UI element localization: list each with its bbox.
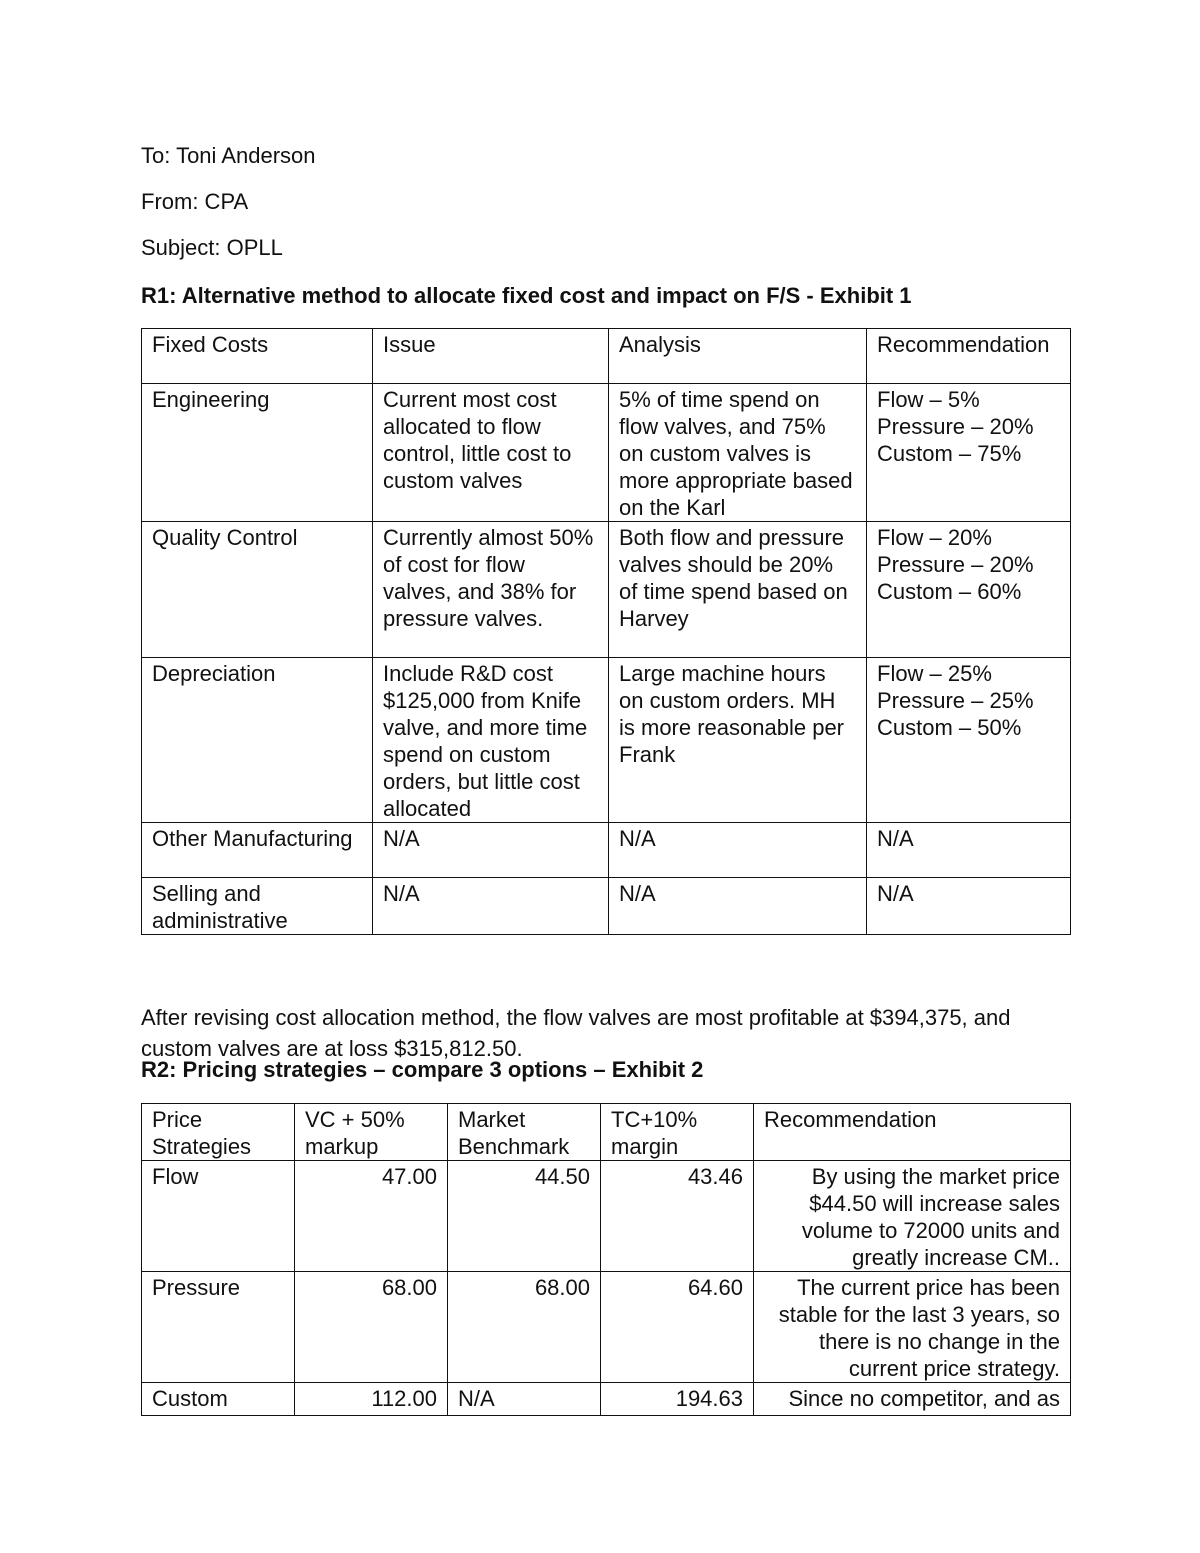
analysis-cell: N/A <box>609 878 867 935</box>
recommendation-line: Pressure – 20% <box>877 552 1034 577</box>
recommendation-cell: The current price has been stable for the last 3 years, so there is no change in the current price strategy. <box>754 1272 1071 1383</box>
recommendation-line: Pressure – 20% <box>877 414 1034 439</box>
recommendation-line: N/A <box>877 881 914 906</box>
fixed-cost-allocation-table <box>141 328 1071 935</box>
table-row <box>142 878 1071 935</box>
memo-from: From: CPA <box>141 189 249 214</box>
table-header-row <box>142 1104 1071 1161</box>
cost-cell: Depreciation <box>142 658 373 823</box>
header-cell: Recommendation <box>754 1104 1071 1161</box>
issue-cell: Currently almost 50% of cost for flow valves, and 38% for pressure valves. <box>373 522 609 658</box>
cost-cell: Engineering <box>142 384 373 522</box>
recommendation-cell <box>867 522 1071 658</box>
market-benchmark-cell: 68.00 <box>448 1272 601 1383</box>
memo-to: To: Toni Anderson <box>141 143 316 168</box>
tc-margin-cell: 43.46 <box>601 1161 754 1272</box>
analysis-cell: Large machine hours on custom orders. MH is more reasonable per Frank <box>609 658 867 823</box>
table-row <box>142 522 1071 658</box>
cost-cell: Other Manufacturing <box>142 823 373 878</box>
vc-markup-cell: 112.00 <box>295 1383 448 1416</box>
table-row <box>142 1161 1071 1272</box>
issue-cell: N/A <box>373 823 609 878</box>
recommendation-line: Flow – 25% <box>877 661 992 686</box>
recommendation-line: Custom – 75% <box>877 441 1022 466</box>
table-header-row <box>142 329 1071 384</box>
recommendation-line: Pressure – 25% <box>877 688 1034 713</box>
product-cell: Flow <box>142 1161 295 1272</box>
header-cell: Fixed Costs <box>142 329 373 384</box>
recommendation-cell <box>867 878 1071 935</box>
r2-heading: R2: Pricing strategies – compare 3 options – Exhibit 2 <box>141 1057 704 1082</box>
header-cell: Recommendation <box>867 329 1071 384</box>
analysis-cell: Both flow and pressure valves should be 20% of time spend based on Harvey <box>609 522 867 658</box>
recommendation-cell <box>867 823 1071 878</box>
market-benchmark-cell: N/A <box>448 1383 601 1416</box>
vc-markup-cell: 47.00 <box>295 1161 448 1272</box>
allocation-summary: After revising cost allocation method, the flow valves are most profitable at $394,375, and custom valves are at loss $315,812.50. <box>141 1005 1011 1061</box>
issue-cell: Include R&D cost $125,000 from Knife valve, and more time spend on custom orders, but little cost allocated <box>373 658 609 823</box>
tc-margin-cell: 64.60 <box>601 1272 754 1383</box>
analysis-cell: 5% of time spend on flow valves, and 75% on custom valves is more appropriate based on the Karl <box>609 384 867 522</box>
issue-cell: Current most cost allocated to flow control, little cost to custom valves <box>373 384 609 522</box>
memo-subject: Subject: OPLL <box>141 235 283 260</box>
table-row <box>142 384 1071 522</box>
cost-cell: Quality Control <box>142 522 373 658</box>
issue-cell: N/A <box>373 878 609 935</box>
recommendation-cell <box>867 384 1071 522</box>
cost-cell: Selling and administrative <box>142 878 373 935</box>
recommendation-cell: Since no competitor, and as <box>754 1383 1071 1416</box>
pricing-strategy-table <box>141 1103 1071 1416</box>
recommendation-line: Custom – 50% <box>877 715 1022 740</box>
table-row <box>142 1272 1071 1383</box>
recommendation-line: Custom – 60% <box>877 579 1022 604</box>
table-row <box>142 1383 1071 1416</box>
analysis-cell: N/A <box>609 823 867 878</box>
header-cell: Price Strategies <box>142 1104 295 1161</box>
recommendation-line: Flow – 5% <box>877 387 980 412</box>
header-cell: Market Benchmark <box>448 1104 601 1161</box>
table-row <box>142 823 1071 878</box>
market-benchmark-cell: 44.50 <box>448 1161 601 1272</box>
header-cell: Analysis <box>609 329 867 384</box>
recommendation-cell <box>867 658 1071 823</box>
product-cell: Pressure <box>142 1272 295 1383</box>
tc-margin-cell: 194.63 <box>601 1383 754 1416</box>
header-cell: VC + 50% markup <box>295 1104 448 1161</box>
recommendation-cell: By using the market price $44.50 will increase sales volume to 72000 units and greatly increase CM.. <box>754 1161 1071 1272</box>
recommendation-line: N/A <box>877 826 914 851</box>
table-row <box>142 658 1071 823</box>
vc-markup-cell: 68.00 <box>295 1272 448 1383</box>
product-cell: Custom <box>142 1383 295 1416</box>
header-cell: TC+10% margin <box>601 1104 754 1161</box>
header-cell: Issue <box>373 329 609 384</box>
recommendation-line: Flow – 20% <box>877 525 992 550</box>
r1-heading: R1: Alternative method to allocate fixed cost and impact on F/S - Exhibit 1 <box>141 283 912 308</box>
